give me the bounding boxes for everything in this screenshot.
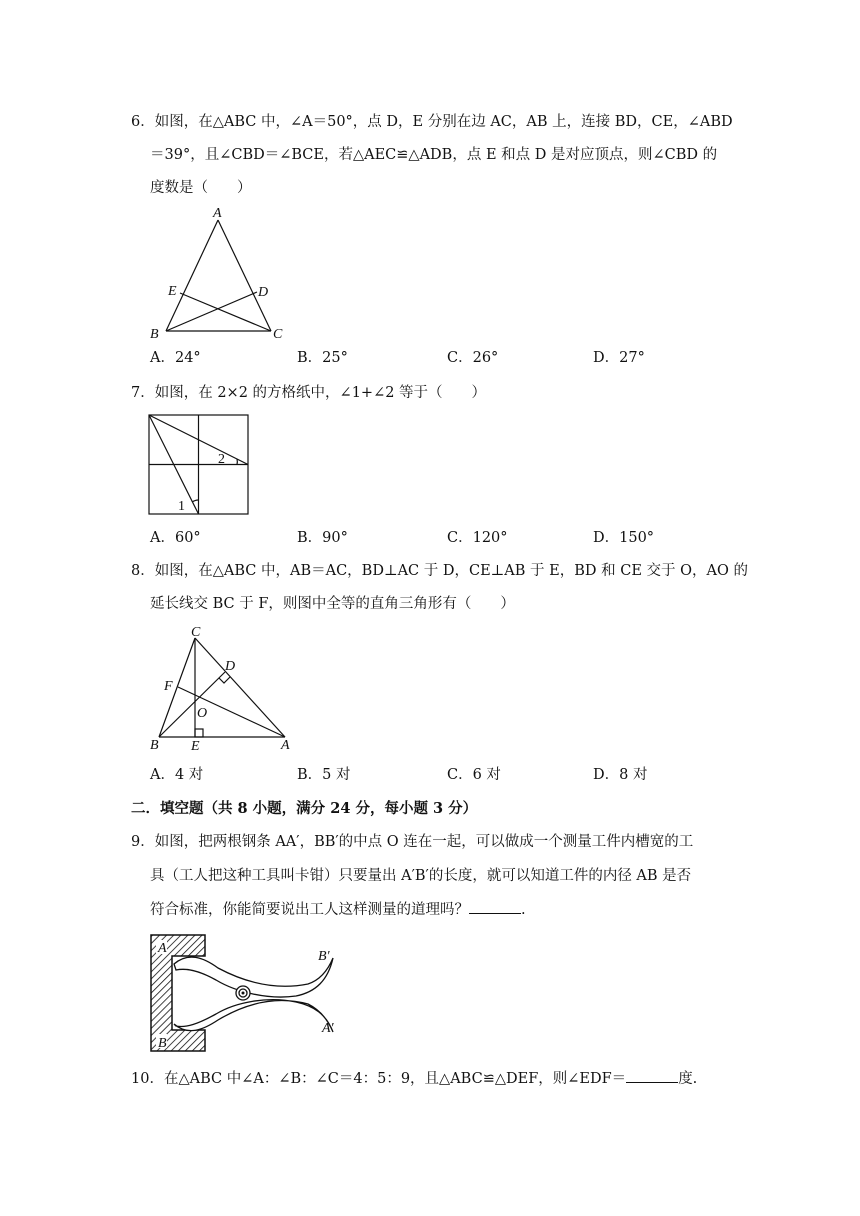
q6-option-b: B．25° [297, 350, 348, 366]
q6-text-line2: ＝39°，且∠CBD＝∠BCE，若△AEC≌△ADB，点 E 和点 D 是对应顶点，则∠CBD 的 [150, 147, 718, 163]
q7-option-c: C．120° [447, 530, 508, 546]
q6-label-c: C [273, 327, 283, 342]
q6-option-a: A．24° [150, 350, 201, 366]
q7-option-b: B．90° [297, 530, 348, 546]
q6-option-c: C．26° [447, 350, 499, 366]
q10-text-end: 度. [678, 1071, 698, 1087]
q9-text-line3-end: . [521, 902, 526, 918]
q8-text-line2: 延长线交 BC 于 F，则图中全等的直角三角形有（ ） [150, 596, 515, 612]
q10-answer-blank[interactable] [626, 1068, 678, 1083]
q10-text-line1 [131, 1068, 697, 1089]
q8-option-c: C．6 对 [447, 767, 501, 783]
q8-label-o: O [197, 706, 208, 721]
q8-label-e: E [191, 739, 200, 754]
q9-text-line3 [150, 899, 526, 920]
q6-label-a: A [213, 206, 222, 221]
q6-text-line3: 度数是（ ） [150, 180, 252, 196]
q9-label-b: B [158, 1036, 167, 1051]
q8-option-b: B．5 对 [297, 767, 351, 783]
q9-calipers-figure [148, 932, 348, 1054]
q8-label-d: D [225, 659, 236, 674]
q7-label-angle2: 2 [218, 452, 225, 467]
q6-option-d: D．27° [593, 350, 645, 366]
section-heading-fill-in: 二．填空题（共 8 小题，满分 24 分，每小题 3 分） [131, 800, 478, 817]
q7-option-d: D．150° [593, 530, 655, 546]
q8-label-c: C [191, 625, 201, 640]
q8-option-a: A．4 对 [150, 767, 204, 783]
q7-option-a: A．60° [150, 530, 201, 546]
q6-label-d: D [258, 285, 269, 300]
q6-label-b: B [150, 327, 159, 342]
q7-label-angle1: 1 [178, 499, 185, 514]
q6-text-line1: 6．如图，在△ABC 中，∠A＝50°，点 D，E 分别在边 AC，AB 上，连接 BD，CE，∠ABD [131, 114, 733, 130]
q8-label-b: B [150, 738, 159, 753]
q9-label-b-prime: B′ [318, 949, 330, 964]
q9-label-a-prime: A′ [322, 1021, 334, 1036]
q8-triangle-figure [140, 625, 300, 755]
q6-label-e: E [168, 284, 177, 299]
q10-text-body: 10．在△ABC 中∠A：∠B：∠C＝4：5：9，且△ABC≌△DEF，则∠EDF＝ [131, 1071, 627, 1087]
q7-grid-figure [148, 414, 250, 516]
q9-text-line3-body: 符合标准，你能简要说出工人这样测量的道理吗？ [150, 902, 469, 918]
q9-label-a: A [158, 941, 167, 956]
q8-option-d: D．8 对 [593, 767, 648, 783]
q9-text-line2: 具（工人把这种工具叫卡钳）只要量出 A′B′的长度，就可以知道工件的内径 AB 是否 [150, 868, 692, 884]
q9-text-line1: 9．如图，把两根钢条 AA′，BB′的中点 O 连在一起，可以做成一个测量工件内槽宽的工 [131, 834, 694, 850]
q9-answer-blank[interactable] [469, 899, 521, 914]
q8-text-line1: 8．如图，在△ABC 中，AB＝AC，BD⊥AC 于 D，CE⊥AB 于 E，BD 和 CE 交于 O，AO 的 [131, 563, 748, 579]
q7-text-line1: 7．如图，在 2×2 的方格纸中，∠1+∠2 等于（ ） [131, 385, 487, 401]
q8-label-a: A [281, 738, 290, 753]
q6-triangle-figure [140, 200, 300, 345]
q8-label-f: F [164, 679, 173, 694]
